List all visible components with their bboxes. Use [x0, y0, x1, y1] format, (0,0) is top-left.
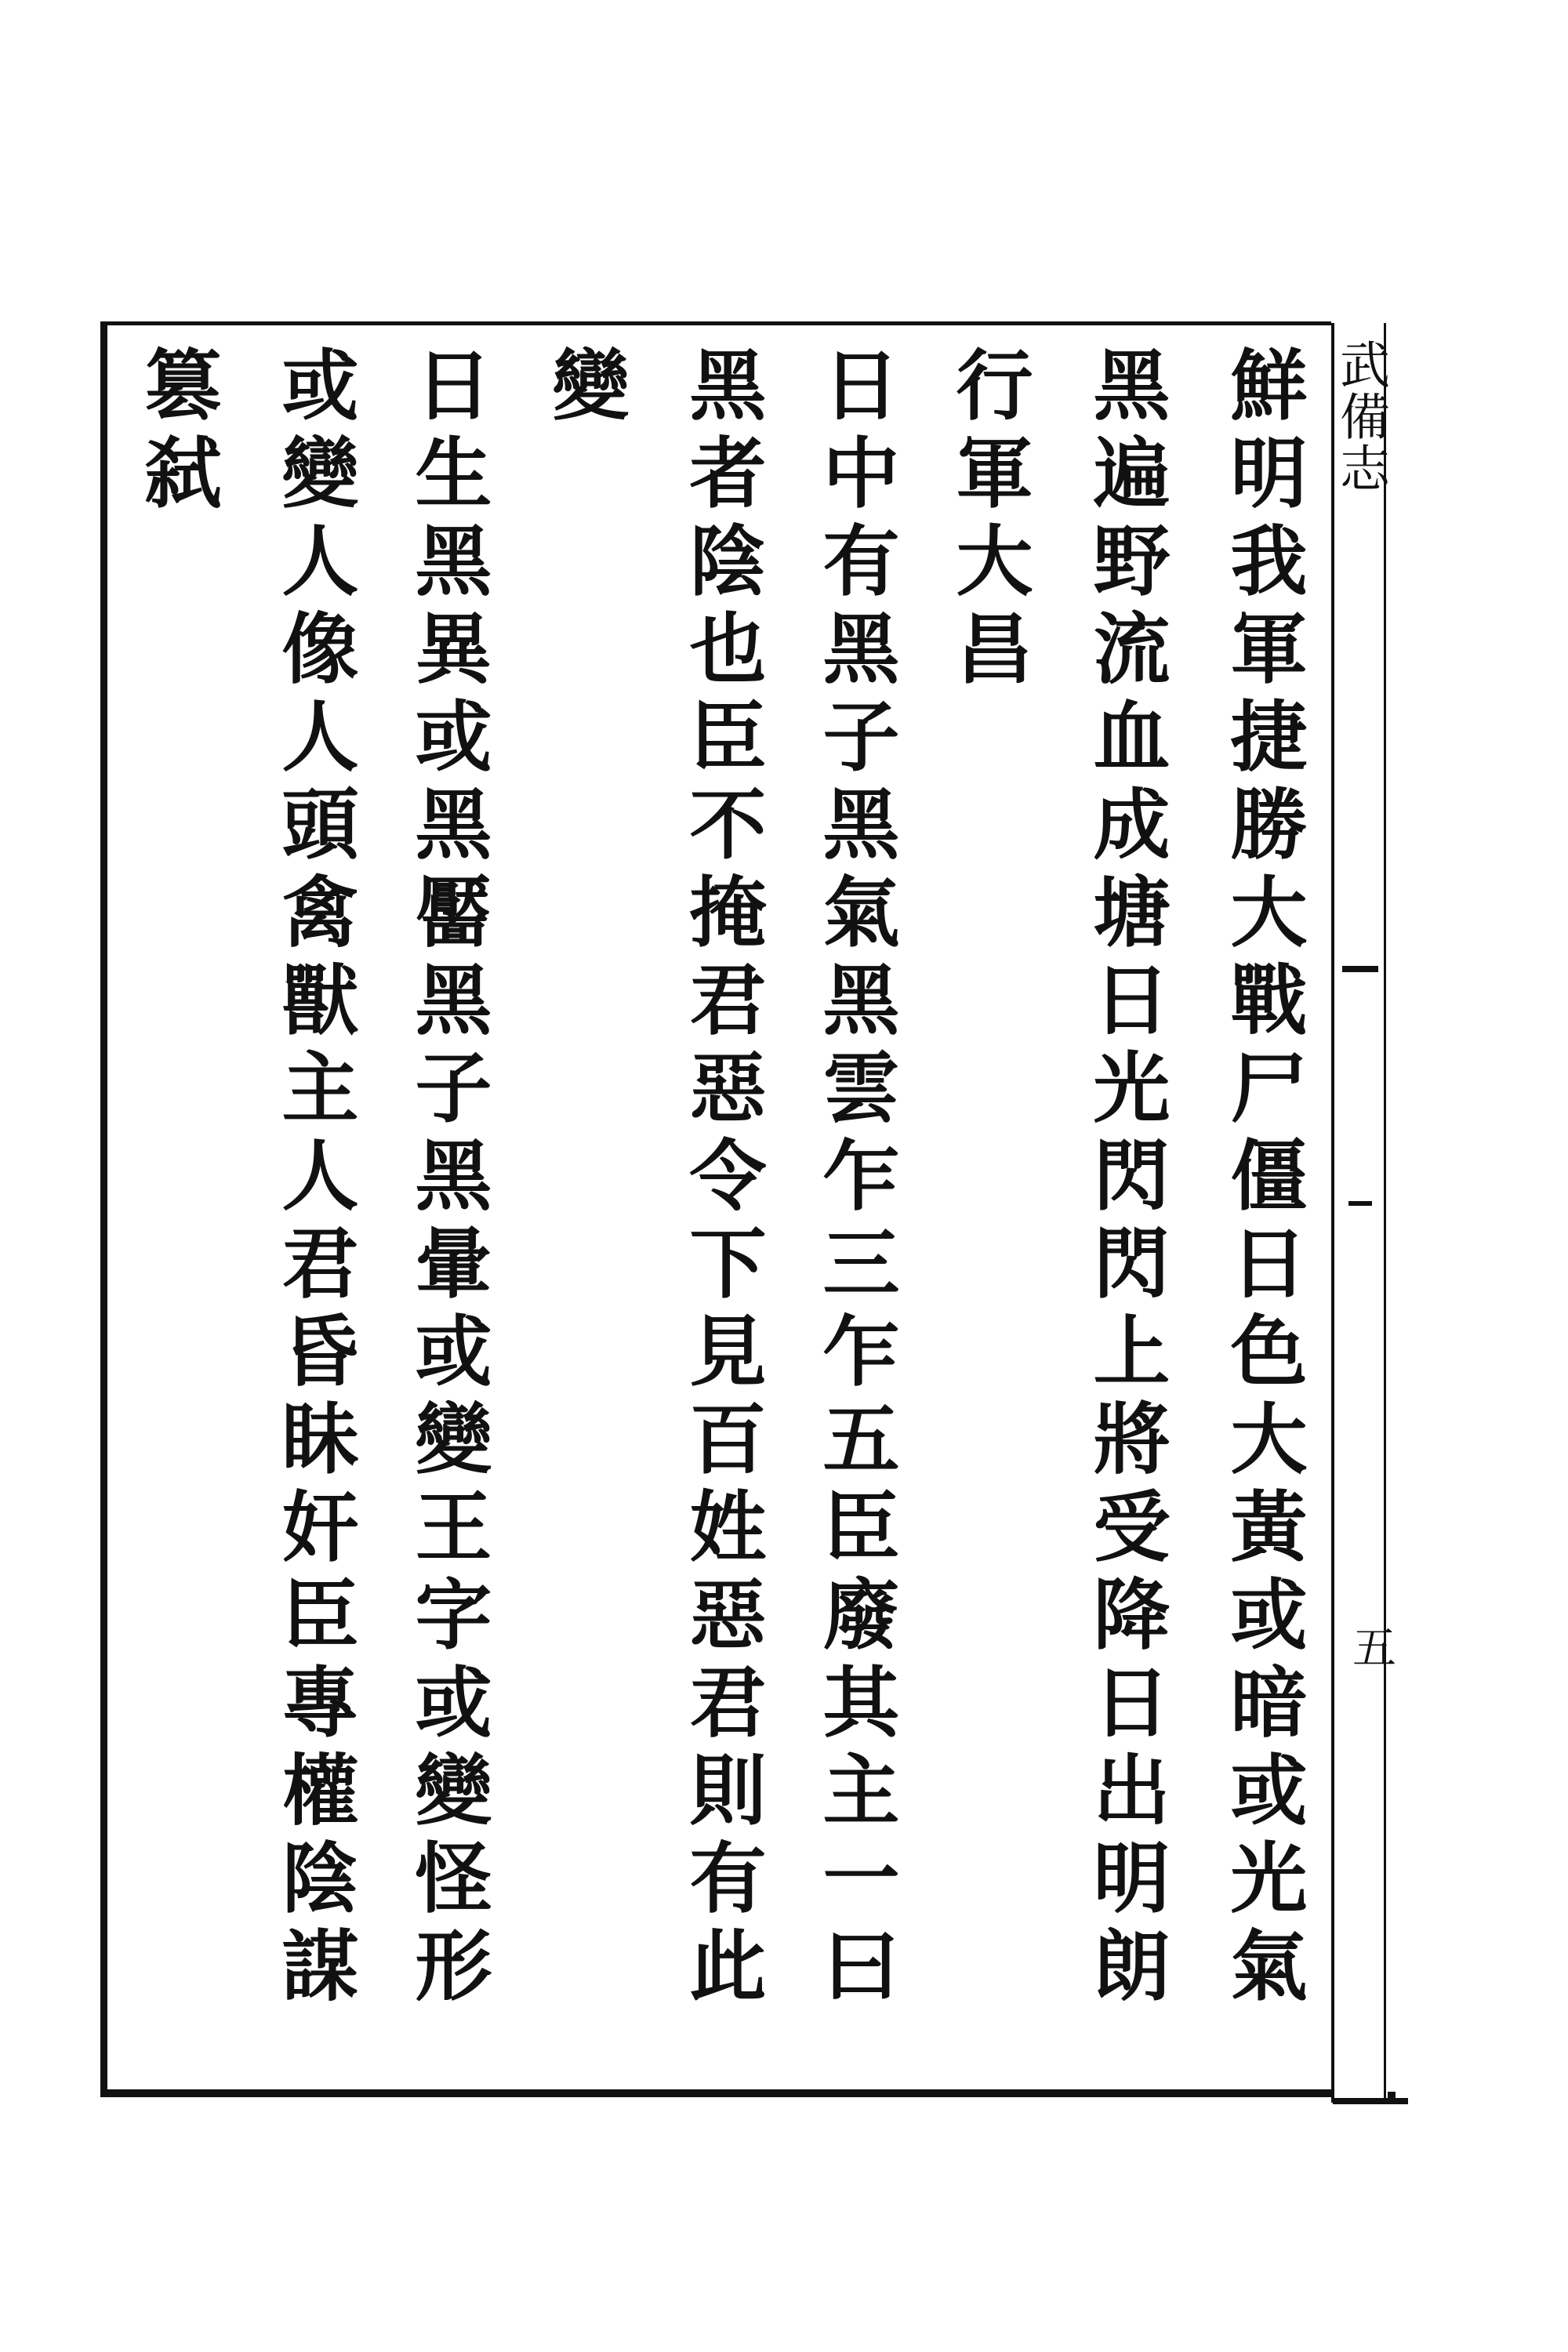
text-column-5: 黑者陰也臣不掩君惡令下見百姓惡君則有此	[677, 345, 767, 2013]
text-column-6: 變	[539, 345, 630, 433]
margin-strip	[1331, 323, 1396, 2103]
margin-foot-dot	[1388, 2092, 1396, 2103]
text-column-7: 日生黑異或黑靨黑子黑暈或變王字或變怪形	[402, 345, 492, 2013]
fishtail-mark	[1342, 966, 1378, 972]
text-column-3: 行軍大昌	[943, 345, 1033, 696]
margin-title: 武備志	[1331, 339, 1389, 494]
text-column-8: 或變人像人頭禽獸主人君昏眛奸臣專權陰謀	[269, 345, 359, 2013]
fishtail-mark-lower	[1348, 1201, 1372, 1206]
folio-number: 五	[1345, 1624, 1396, 1668]
text-column-2: 黑遍野流血成塘日光閃閃上將受降日出明朗	[1080, 345, 1171, 2013]
text-column-1: 鮮明我軍捷勝大戰尸僵日色大黃或暗或光氣	[1218, 345, 1308, 2013]
text-column-9: 篡弑	[132, 345, 222, 521]
margin-foot-rule	[1333, 2098, 1408, 2104]
text-column-4: 日中有黑子黑氣黑雲乍三乍五臣廢其主一曰	[810, 345, 900, 2013]
